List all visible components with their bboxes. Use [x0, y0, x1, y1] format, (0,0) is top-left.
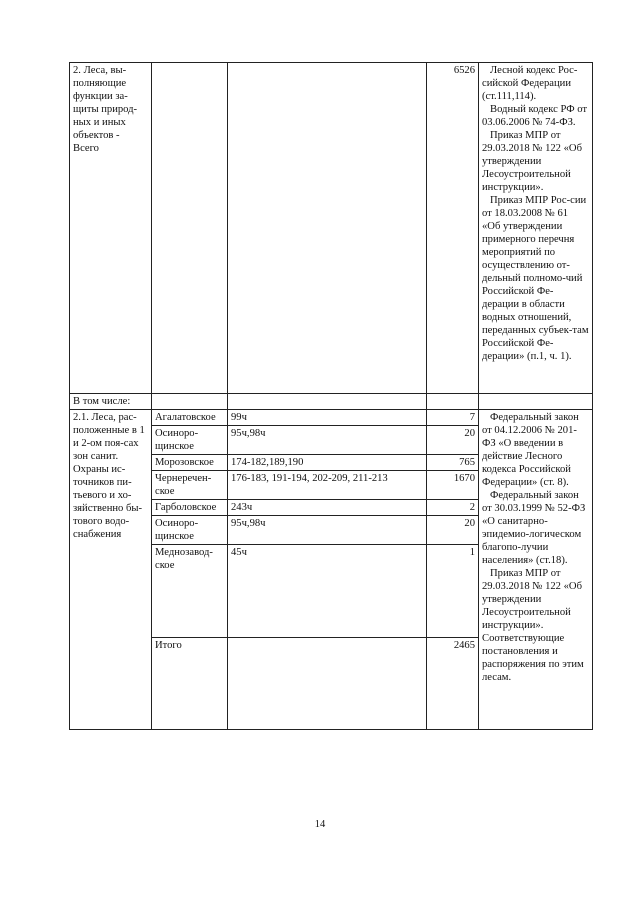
area-value: 20 [427, 516, 479, 545]
area-total-cell: 6526 [427, 63, 479, 394]
table-row [70, 63, 593, 394]
forestry-name: Гарболовское [152, 500, 228, 516]
legal-reference: Водный кодекс РФ от 03.06.2006 № 74-ФЗ. [482, 104, 587, 128]
legal-reference: Приказ МПР Рос-сии от 18.03.2008 № 61 «Об утверждении примерного перечня мероприятий по осуществлению от-дельный полномо-чий Российской Фе-дерации в области водных отношений, переданных субъек-там Российской Фе-дерации» (п.1, ч. 1). [482, 195, 589, 362]
legal-references-cell [479, 410, 593, 730]
legal-reference: Приказ МПР от 29.03.2018 № 122 «Об утверждении Лесоустроительной инструкции». [482, 130, 582, 193]
quarters: 176-183, 191-194, 202-209, 211-213 [228, 471, 427, 500]
area-value: 1 [427, 545, 479, 638]
forestry-name: Меднозавод-ское [152, 545, 228, 638]
in-total-label: В том числе: [70, 394, 152, 410]
forestry-name: Агалатовское [152, 410, 228, 426]
quarters: 174-182,189,190 [228, 455, 427, 471]
legal-reference: Лесной кодекс Рос-сийской Федерации (ст.111,114). [482, 65, 578, 102]
forestry-name: Осиноро-щинское [152, 426, 228, 455]
quarters: 243ч [228, 500, 427, 516]
forestry-name: Осиноро-щинское [152, 516, 228, 545]
area-value: 7 [427, 410, 479, 426]
quarters: 95ч,98ч [228, 516, 427, 545]
area-value: 765 [427, 455, 479, 471]
forest-table [69, 62, 593, 730]
forestry-name: Морозовское [152, 455, 228, 471]
quarters: 99ч [228, 410, 427, 426]
area-value: 2 [427, 500, 479, 516]
legal-references-cell [479, 63, 593, 394]
area-value: 1670 [427, 471, 479, 500]
table-row [70, 394, 593, 410]
legal-reference: Федеральный закон от 04.12.2006 № 201-ФЗ «О введении в действие Лесного кодекса Российской Федерации» (ст. 8). [482, 412, 579, 488]
forestry-name: Чернеречен-ское [152, 471, 228, 500]
total-label: Итого [152, 638, 228, 730]
quarters: 45ч [228, 545, 427, 638]
area-value: 20 [427, 426, 479, 455]
subsection-title-cell: 2.1. Леса, рас-положенные в 1 и 2-ом поя-сах зон санит. Охраны ис-точников пи-тьевого и хо-зяйственно бы-тового водо-снабжения [70, 410, 152, 730]
empty-cell [152, 63, 228, 394]
quarters: 95ч,98ч [228, 426, 427, 455]
page-number: 14 [314, 819, 326, 830]
legal-reference: Соответствующие постановления и распоряжения по этим лесам. [482, 633, 584, 683]
empty-cell [228, 63, 427, 394]
total-value: 2465 [427, 638, 479, 730]
section-title-cell: 2. Леса, вы-полняющие функции за-щиты природ-ных и иных объектов - Всего [70, 63, 152, 394]
table-row [70, 410, 593, 426]
legal-reference: Приказ МПР от 29.03.2018 № 122 «Об утверждении Лесоустроительной инструкции». [482, 568, 582, 631]
legal-reference: Федеральный закон от 30.03.1999 № 52-ФЗ «О санитарно-эпидемио-логическом благопо-лучии населения» (ст.18). [482, 490, 586, 566]
